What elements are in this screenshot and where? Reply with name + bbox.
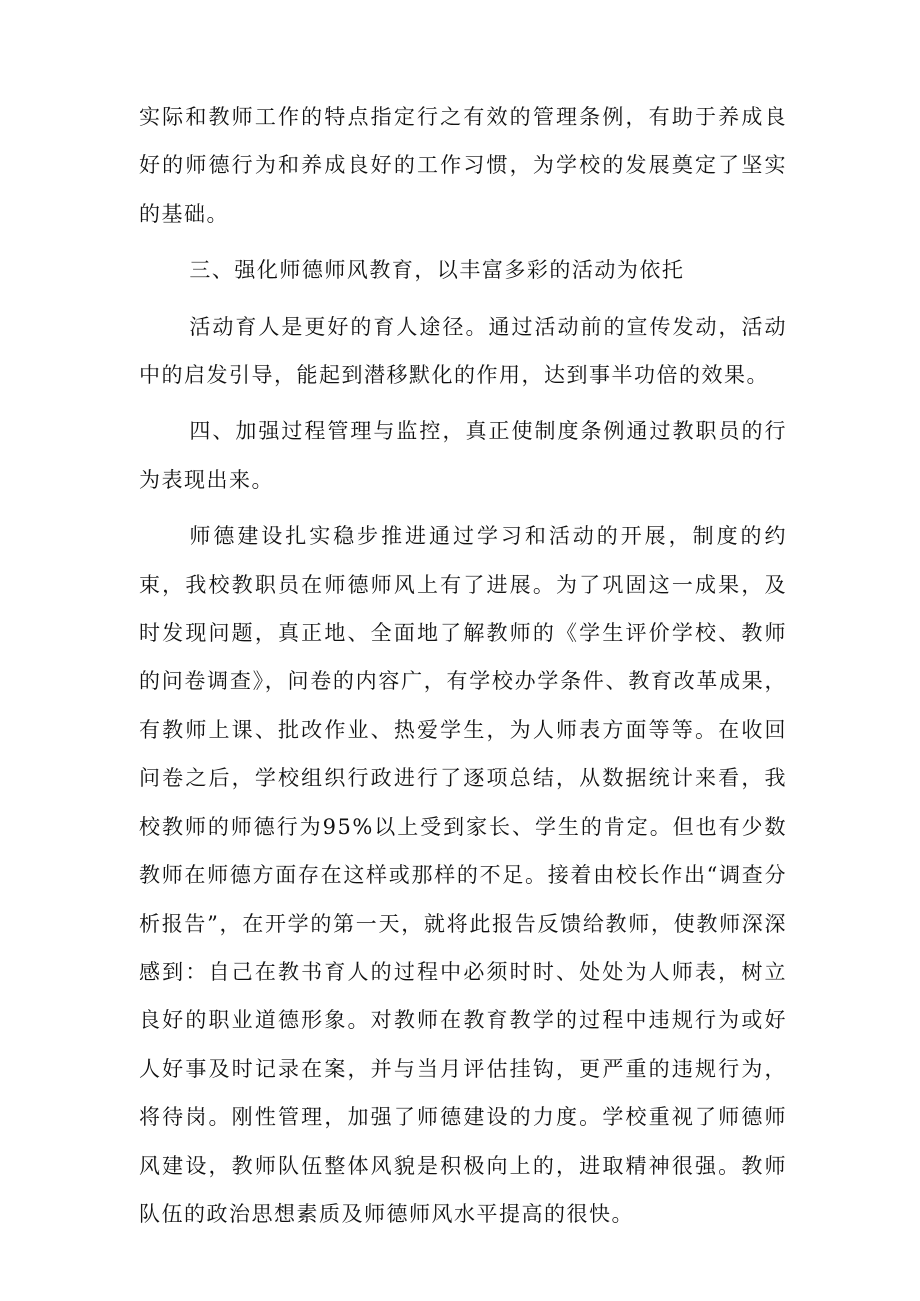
paragraph-activities: 活动育人是更好的育人途径。通过活动前的宣传发动，活动中的启发引导，能起到潜移默化的作用，达到事半功倍的效果。 [139,314,787,388]
paragraph-continuation: 实际和教师工作的特点指定行之有效的管理条例，有助于养成良好的师德行为和养成良好的工作习惯，为学校的发展奠定了坚实的基础。 [139,105,787,226]
paragraph-survey: 师德建设扎实稳步推进通过学习和活动的开展，制度的约束，我校教职员在师德师风上有了进展。为了巩固这一成果，及时发现问题，真正地、全面地了解教师的《学生评价学校、教师的问卷调查》，问卷的内容广，有学校办学条件、教育改革成果，有教师上课、批改作业、热爱学生，为人师表方面等等。在收回问卷之后，学校组织行政进行了逐项总结，从数据统计来看，我校教师的师德行为95%以上受到家长、学生的肯定。但也有少数教师在师德方面存在这样或那样的不足。接着由校长作出“调查分析报告”，在开学的第一天，就将此报告反馈给教师，使教师深深感到：自己在教书育人的过程中必须时时、处处为人师表，树立良好的职业道德形象。对教师在教育教学的过程中违规行为或好人好事及时记录在案，并与当月评估挂钩，更严重的违规行为，将待岗。刚性管理，加强了师德建设的力度。学校重视了师德师风建设，教师队伍整体风貌是积极向上的，进取精神很强。教师队伍的政治思想素质及师德师风水平提高的很快。 [139,524,787,1226]
section-heading-four: 四、加强过程管理与监控，真正使制度条例通过教职员的行为表现出来。 [139,419,787,492]
document-body [139,93,787,1238]
section-heading-three: 三、强化师德师风教育，以丰富多彩的活动为依托 [189,258,685,283]
